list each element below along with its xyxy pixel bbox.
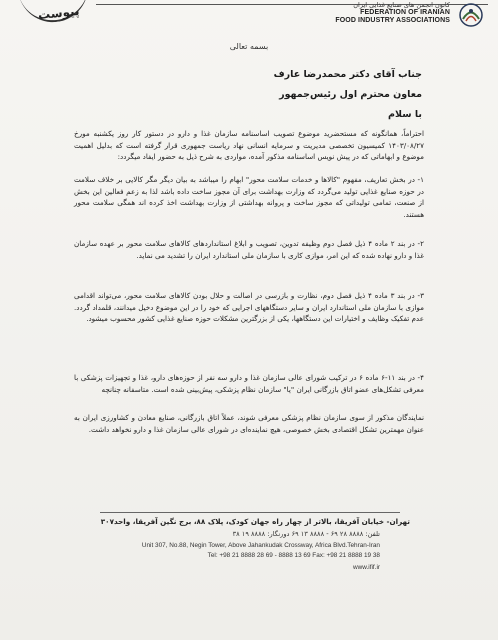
org-name-en-line2: FOOD INDUSTRY ASSOCIATIONS [335,17,450,24]
organization-letterhead [300,1,450,25]
paragraph-item-1 [74,174,424,220]
greeting: با سلام [388,109,422,120]
recipient-name: جناب آقای دکتر محمدرضا عارف [273,69,422,80]
bismillah-heading: بسمه تعالی [229,42,269,51]
paragraph-text: ۳- در بند ۳ ماده ۴ ذیل فصل دوم، نظارت و بازرسی در اصالت و حلال بودن کالاهای سلامت محور، می‌تواند اقدامی موازی با سازمان ملی استاندارد ایران و سایر دستگاههای اجرایی که خود را در این موضوع دخیل میدانند، قلمداد گردد. عدم تفکیک وظایف و اختیارات این دستگاهها، یکی از بزرگترین مشکلات حوزه صنایع غذایی کشور محسوب میشود. [74,291,425,324]
paragraph-item-2 [74,238,424,261]
footer-phones-en: Tel: +98 21 8888 28 69 - 8888 13 69 Fax: +98 21 8888 19 38 [207,552,380,559]
org-name-en-line1: FEDERATION OF IRANIAN [360,9,450,16]
footer-address-fa: تهران- خیابان آفریقا، بالاتر از چهار راه جهان کودک، پلاک ۸۸، برج نگین آفریقا، واحد۳۰۷ [100,517,410,526]
paragraph-text: احتراماً، همانگونه که مستحضرید موضوع تصویب اساسنامه سازمان غذا و دارو در دستور کار روز یکشنبه مورخ ۱۴۰۳/۰۸/۲۷ کمیسیون تخصصی مدیریت و سرمایه انسانی نهاد ریاست جمهوری قرار گرفته است که بدلیل اهمیت موضوع و ابهاماتی که در پیش نویس اساسنامه مذکور آمده، مواردی به شرح ذیل به حضور ایفاد میگردد: [74,129,424,162]
recipient-title: معاون محترم اول رئیس‌جمهور [279,89,422,100]
paragraph-item-3 [74,290,424,325]
footer-address-en: Unit 307, No.88, Negin Tower, Above Jahankudak Crossway, Africa Blvd.Tehran-Iran [141,542,380,549]
footer-rule [100,512,400,513]
paragraph-text: نمایندگان مذکور از سوی سازمان نظام پزشکی معرفی شوند، عملاً اتاق بازرگانی، صنایع معادن و کشاورزی ایران به عنوان مهمترین تشکل اقتصادی بخش خصوصی، هیچ نماینده‌ای در شورای عالی سازمان غذا و دارو نخواهد داشت. [74,413,424,434]
paragraph-item-4-continued [74,412,424,435]
attachment-label: پیوست [37,3,81,23]
paragraph-intro [74,128,424,163]
paragraph-text: ۲- در بند ۲ ماده ۴ ذیل فصل دوم وظیفه تدوین، تصویب و ابلاغ استانداردهای کالاهای سلامت محور بر عهده سازمان غذا و دارو نهاده شده که این امر، موازی کاری با سازمان ملی استاندارد ایران را تشدید می نماید. [74,239,425,260]
footer-phones-fa: تلفن: ۸۸۸۸ ۲۸ ۶۹ - ۸۸۸۸ ۱۳ ۶۹ دورنگار: ۸۸۸۸ ۱۹ ۳۸ [232,530,380,538]
paragraph-text: ۱- در بخش تعاریف، مفهوم "کالاها و خدمات سلامت محور" ابهام را میباشد به بیان دیگر مگر کالایی بر خلاف سلامت در حوزه صنایع غذایی تولید می‌گردد که وزارت بهداشت برای آن مجوز ساخت داده باشد لذا به زعم فعالین این بخش از صنعت، تمامی تولیداتی که مجوز ساخت و پروانه بهداشتی از وزارت بهداشت اخذ کرده اند همگی سلامت محور هستند. [74,175,424,219]
org-name-fa: کانون انجمن های صنایع غذایی ایران [353,1,450,9]
organization-logo-icon [454,2,488,28]
paragraph-item-4 [74,372,424,395]
paragraph-text: ۴- در بند ۱۱-۶ ماده ۶ در ترکیب شورای عالی سازمان غذا و دارو سه نفر از حوزه‌های دارو، غذا و تجهیزات پزشکی با معرفی تشکل‌های عضو اتاق بازرگانی ایران "یا" سازمان نظام پزشکی، پیش‌بینی شده است. متاسفانه چنانچه [74,373,425,394]
footer-website: www.ifif.ir [353,564,380,571]
